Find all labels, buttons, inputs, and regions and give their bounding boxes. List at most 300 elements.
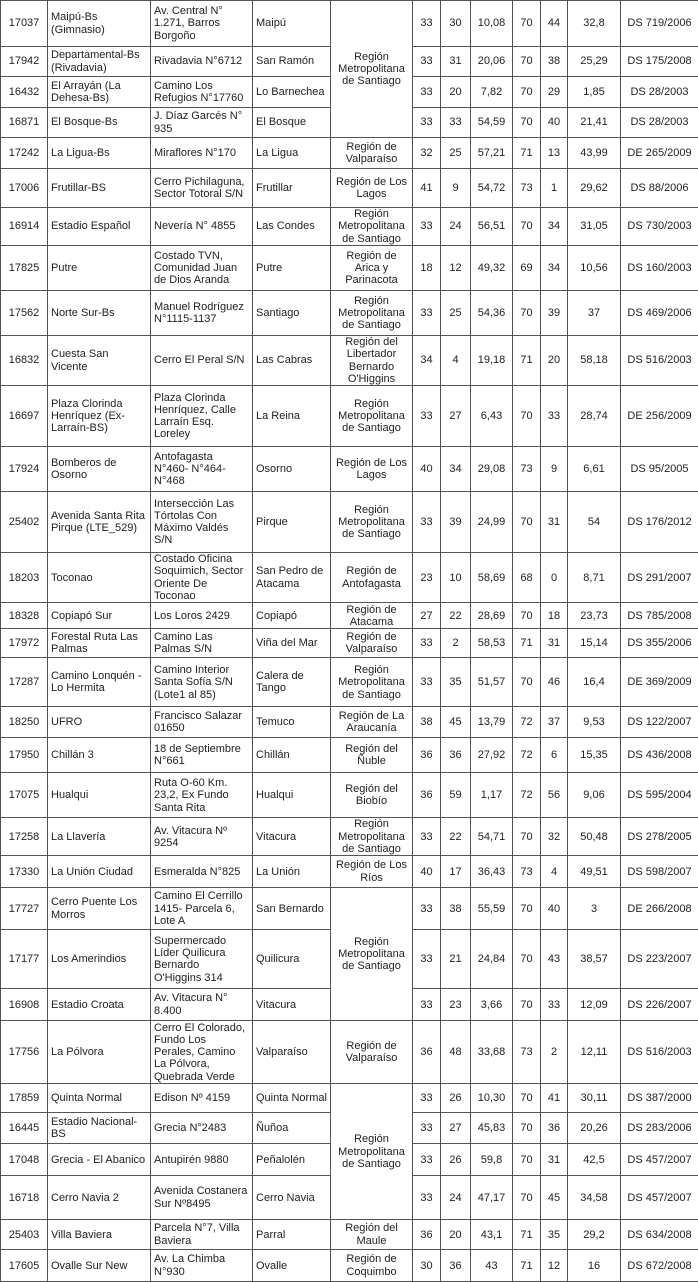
station-decree: DE 256/2009 <box>621 386 698 447</box>
table-row <box>1 856 698 888</box>
station-address: Plaza Clorinda Henríquez, Calle Larraín Esq. Loreley <box>151 386 253 447</box>
table-row <box>1 1021 698 1084</box>
value-5: 20 <box>541 336 568 386</box>
station-address: J. Díaz Garcés N° 935 <box>151 108 253 138</box>
station-comuna: Ovalle <box>253 1250 331 1282</box>
value-4: 70 <box>513 1084 541 1113</box>
station-region: Región de Valparaíso <box>331 629 413 658</box>
value-3: 33,68 <box>471 1021 513 1084</box>
value-2: 21 <box>441 930 471 989</box>
value-4: 73 <box>513 447 541 492</box>
station-name: Copiapó Sur <box>48 603 151 629</box>
value-3: 28,69 <box>471 603 513 629</box>
station-address: Edison Nº 4159 <box>151 1084 253 1113</box>
station-id: 16718 <box>1 1176 48 1220</box>
station-id: 16832 <box>1 336 48 386</box>
station-address: Av. La Chimba N°930 <box>151 1250 253 1282</box>
value-3: 51,57 <box>471 658 513 707</box>
value-2: 33 <box>441 108 471 138</box>
value-5: 35 <box>541 1220 568 1250</box>
station-region: Región de Los Lagos <box>331 169 413 208</box>
value-6: 9,06 <box>568 773 621 818</box>
value-5: 40 <box>541 108 568 138</box>
value-4: 71 <box>513 1220 541 1250</box>
value-4: 71 <box>513 336 541 386</box>
value-1: 33 <box>413 1084 441 1113</box>
value-5: 32 <box>541 818 568 856</box>
station-decree: DS 634/2008 <box>621 1220 698 1250</box>
station-comuna: Quinta Normal <box>253 1084 331 1113</box>
station-id: 17727 <box>1 888 48 930</box>
value-4: 72 <box>513 707 541 738</box>
station-decree: DS 469/2006 <box>621 291 698 336</box>
table-row <box>1 818 698 856</box>
station-address: Camino El Cerrillo 1415- Parcela 6, Lote A <box>151 888 253 930</box>
value-2: 26 <box>441 1144 471 1176</box>
value-5: 31 <box>541 629 568 658</box>
table-row <box>1 246 698 291</box>
value-6: 15,14 <box>568 629 621 658</box>
station-id: 17048 <box>1 1144 48 1176</box>
station-comuna: Frutillar <box>253 169 331 208</box>
station-address: Grecia N°2483 <box>151 1113 253 1144</box>
value-6: 6,61 <box>568 447 621 492</box>
value-4: 73 <box>513 169 541 208</box>
station-region: Región del Libertador Bernardo O'Higgins <box>331 336 413 386</box>
value-5: 38 <box>541 47 568 77</box>
station-decree: DS 160/2003 <box>621 246 698 291</box>
station-decree: DS 436/2008 <box>621 738 698 773</box>
station-id: 17825 <box>1 246 48 291</box>
station-comuna: Hualqui <box>253 773 331 818</box>
station-id: 17756 <box>1 1021 48 1084</box>
station-id: 17859 <box>1 1084 48 1113</box>
value-5: 41 <box>541 1084 568 1113</box>
value-4: 71 <box>513 1250 541 1282</box>
value-1: 33 <box>413 77 441 108</box>
station-region: Región Metropolitana de Santiago <box>331 888 413 1021</box>
value-1: 32 <box>413 138 441 169</box>
value-1: 33 <box>413 386 441 447</box>
value-3: 43 <box>471 1250 513 1282</box>
station-comuna: Calera de Tango <box>253 658 331 707</box>
table-row <box>1 1084 698 1113</box>
value-2: 30 <box>441 1 471 47</box>
value-5: 46 <box>541 658 568 707</box>
value-2: 31 <box>441 47 471 77</box>
value-2: 22 <box>441 603 471 629</box>
value-3: 54,36 <box>471 291 513 336</box>
station-decree: DE 369/2009 <box>621 658 698 707</box>
value-5: 34 <box>541 246 568 291</box>
value-1: 34 <box>413 336 441 386</box>
station-address: Avenida Costanera Sur Nº8495 <box>151 1176 253 1220</box>
station-address: Cerro Pichilaguna, Sector Totoral S/N <box>151 169 253 208</box>
station-name: Estadio Español <box>48 208 151 246</box>
value-1: 33 <box>413 492 441 553</box>
value-6: 29,2 <box>568 1220 621 1250</box>
station-comuna: El Bosque <box>253 108 331 138</box>
station-region: Región de Los Ríos <box>331 856 413 888</box>
station-address: 18 de Septiembre N°661 <box>151 738 253 773</box>
station-region: Región Metropolitana de Santiago <box>331 291 413 336</box>
value-4: 71 <box>513 138 541 169</box>
station-name: Estadio Nacional-BS <box>48 1113 151 1144</box>
station-decree: DS 785/2008 <box>621 603 698 629</box>
station-comuna: San Bernardo <box>253 888 331 930</box>
station-id: 17075 <box>1 773 48 818</box>
value-6: 29,62 <box>568 169 621 208</box>
station-address: Francisco Salazar 01650 <box>151 707 253 738</box>
value-3: 24,99 <box>471 492 513 553</box>
value-6: 20,26 <box>568 1113 621 1144</box>
station-region: Región del Maule <box>331 1220 413 1250</box>
value-4: 70 <box>513 47 541 77</box>
station-region: Región de Arica y Parinacota <box>331 246 413 291</box>
station-id: 18328 <box>1 603 48 629</box>
station-address: Antofagasta N°460- N°464- N°468 <box>151 447 253 492</box>
value-1: 33 <box>413 930 441 989</box>
station-address: Costado TVN, Comunidad Juan de Dios Aranda <box>151 246 253 291</box>
value-6: 9,53 <box>568 707 621 738</box>
value-3: 55,59 <box>471 888 513 930</box>
station-id: 17605 <box>1 1250 48 1282</box>
station-comuna: Maipú <box>253 1 331 47</box>
value-5: 29 <box>541 77 568 108</box>
station-address: Parcela N°7, Villa Baviera <box>151 1220 253 1250</box>
table-row <box>1 707 698 738</box>
station-name: Forestal Ruta Las Palmas <box>48 629 151 658</box>
station-address: Rivadavia N°6712 <box>151 47 253 77</box>
value-6: 10,56 <box>568 246 621 291</box>
value-6: 31,05 <box>568 208 621 246</box>
station-decree: DS 278/2005 <box>621 818 698 856</box>
station-region: Región Metropolitana de Santiago <box>331 492 413 553</box>
value-1: 18 <box>413 246 441 291</box>
value-5: 18 <box>541 603 568 629</box>
value-3: 27,92 <box>471 738 513 773</box>
value-5: 31 <box>541 492 568 553</box>
value-3: 58,69 <box>471 553 513 603</box>
value-1: 33 <box>413 888 441 930</box>
table-row <box>1 336 698 386</box>
value-2: 39 <box>441 492 471 553</box>
station-name: Villa Baviera <box>48 1220 151 1250</box>
station-name: Quinta Normal <box>48 1084 151 1113</box>
value-6: 12,09 <box>568 989 621 1021</box>
station-name: Grecia - El Abanico <box>48 1144 151 1176</box>
station-address: Av. Vitacura Nº 9254 <box>151 818 253 856</box>
station-comuna: La Unión <box>253 856 331 888</box>
value-1: 23 <box>413 553 441 603</box>
station-comuna: Santiago <box>253 291 331 336</box>
value-6: 16 <box>568 1250 621 1282</box>
station-address: Av. Central N° 1.271, Barros Borgoño <box>151 1 253 47</box>
station-id: 17942 <box>1 47 48 77</box>
value-2: 2 <box>441 629 471 658</box>
value-1: 40 <box>413 856 441 888</box>
station-address: Costado Oficina Soquimich, Sector Oriente De Toconao <box>151 553 253 603</box>
value-1: 33 <box>413 658 441 707</box>
value-2: 25 <box>441 138 471 169</box>
station-decree: DS 291/2007 <box>621 553 698 603</box>
value-4: 72 <box>513 773 541 818</box>
value-3: 10,30 <box>471 1084 513 1113</box>
value-5: 56 <box>541 773 568 818</box>
value-1: 33 <box>413 1113 441 1144</box>
value-5: 45 <box>541 1176 568 1220</box>
station-comuna: Las Cabras <box>253 336 331 386</box>
value-3: 19,18 <box>471 336 513 386</box>
station-id: 17006 <box>1 169 48 208</box>
value-3: 3,66 <box>471 989 513 1021</box>
station-comuna: Lo Barnechea <box>253 77 331 108</box>
value-6: 49,51 <box>568 856 621 888</box>
table-row <box>1 1250 698 1282</box>
value-1: 33 <box>413 818 441 856</box>
station-address: Antupirén 9880 <box>151 1144 253 1176</box>
station-comuna: Viña del Mar <box>253 629 331 658</box>
value-3: 6,43 <box>471 386 513 447</box>
station-decree: DS 516/2003 <box>621 1021 698 1084</box>
station-decree: DS 730/2003 <box>621 208 698 246</box>
station-name: Ovalle Sur New <box>48 1250 151 1282</box>
value-2: 45 <box>441 707 471 738</box>
value-4: 70 <box>513 492 541 553</box>
station-decree: DS 719/2006 <box>621 1 698 47</box>
value-4: 70 <box>513 291 541 336</box>
station-id: 17037 <box>1 1 48 47</box>
station-region: Región Metropolitana de Santiago <box>331 1 413 138</box>
value-6: 21,41 <box>568 108 621 138</box>
value-5: 37 <box>541 707 568 738</box>
station-decree: DS 595/2004 <box>621 773 698 818</box>
value-2: 26 <box>441 1084 471 1113</box>
value-5: 4 <box>541 856 568 888</box>
station-comuna: Chillán <box>253 738 331 773</box>
station-name: La Unión Ciudad <box>48 856 151 888</box>
station-decree: DS 122/2007 <box>621 707 698 738</box>
station-comuna: Las Condes <box>253 208 331 246</box>
value-4: 71 <box>513 629 541 658</box>
table-row <box>1 1220 698 1250</box>
station-decree: DS 28/2003 <box>621 77 698 108</box>
station-id: 16871 <box>1 108 48 138</box>
station-decree: DS 457/2007 <box>621 1144 698 1176</box>
value-1: 36 <box>413 1220 441 1250</box>
value-2: 36 <box>441 738 471 773</box>
value-4: 70 <box>513 1176 541 1220</box>
station-comuna: Valparaíso <box>253 1021 331 1084</box>
station-address: Esmeralda N°825 <box>151 856 253 888</box>
station-address: Camino Las Palmas S/N <box>151 629 253 658</box>
value-4: 72 <box>513 738 541 773</box>
value-6: 50,48 <box>568 818 621 856</box>
station-region: Región Metropolitana de Santiago <box>331 1084 413 1220</box>
station-region: Región de Atacama <box>331 603 413 629</box>
station-name: Avenida Santa Rita Pirque (LTE_529) <box>48 492 151 553</box>
station-name: La Pólvora <box>48 1021 151 1084</box>
value-6: 16,4 <box>568 658 621 707</box>
value-6: 34,58 <box>568 1176 621 1220</box>
value-1: 33 <box>413 291 441 336</box>
value-3: 57,21 <box>471 138 513 169</box>
station-name: La Llavería <box>48 818 151 856</box>
station-region: Región de Los Lagos <box>331 447 413 492</box>
value-5: 44 <box>541 1 568 47</box>
value-5: 2 <box>541 1021 568 1084</box>
station-id: 18250 <box>1 707 48 738</box>
station-region: Región de Valparaíso <box>331 138 413 169</box>
value-4: 70 <box>513 603 541 629</box>
table-row <box>1 138 698 169</box>
station-id: 17177 <box>1 930 48 989</box>
value-4: 70 <box>513 658 541 707</box>
station-address: Nevería N° 4855 <box>151 208 253 246</box>
station-name: El Bosque-Bs <box>48 108 151 138</box>
station-region: Región Metropolitana de Santiago <box>331 208 413 246</box>
value-4: 70 <box>513 77 541 108</box>
station-id: 16914 <box>1 208 48 246</box>
station-region: Región Metropolitana de Santiago <box>331 386 413 447</box>
station-comuna: Temuco <box>253 707 331 738</box>
value-1: 33 <box>413 629 441 658</box>
value-4: 68 <box>513 553 541 603</box>
value-5: 39 <box>541 291 568 336</box>
value-6: 43,99 <box>568 138 621 169</box>
station-decree: DS 283/2006 <box>621 1113 698 1144</box>
value-4: 70 <box>513 1 541 47</box>
station-name: Norte Sur-Bs <box>48 291 151 336</box>
station-name: La Ligua-Bs <box>48 138 151 169</box>
station-decree: DS 672/2008 <box>621 1250 698 1282</box>
station-comuna: Parral <box>253 1220 331 1250</box>
value-3: 36,43 <box>471 856 513 888</box>
station-name: Putre <box>48 246 151 291</box>
value-2: 48 <box>441 1021 471 1084</box>
value-4: 70 <box>513 888 541 930</box>
station-name: Los Amerindios <box>48 930 151 989</box>
value-5: 33 <box>541 989 568 1021</box>
value-1: 36 <box>413 1021 441 1084</box>
value-3: 10,08 <box>471 1 513 47</box>
value-5: 34 <box>541 208 568 246</box>
value-1: 36 <box>413 773 441 818</box>
station-id: 17950 <box>1 738 48 773</box>
value-4: 70 <box>513 208 541 246</box>
table-row <box>1 603 698 629</box>
station-decree: DS 176/2012 <box>621 492 698 553</box>
value-3: 24,84 <box>471 930 513 989</box>
value-5: 33 <box>541 386 568 447</box>
station-decree: DE 266/2008 <box>621 888 698 930</box>
station-address: Los Loros 2429 <box>151 603 253 629</box>
value-2: 27 <box>441 386 471 447</box>
value-6: 32,8 <box>568 1 621 47</box>
value-2: 23 <box>441 989 471 1021</box>
value-4: 70 <box>513 818 541 856</box>
value-5: 40 <box>541 888 568 930</box>
station-decree: DS 516/2003 <box>621 336 698 386</box>
value-2: 17 <box>441 856 471 888</box>
value-3: 54,72 <box>471 169 513 208</box>
station-address: Manuel Rodríguez N°1115-1137 <box>151 291 253 336</box>
value-2: 25 <box>441 291 471 336</box>
value-3: 54,59 <box>471 108 513 138</box>
value-5: 13 <box>541 138 568 169</box>
value-3: 20,06 <box>471 47 513 77</box>
value-1: 33 <box>413 1 441 47</box>
station-comuna: San Pedro de Atacama <box>253 553 331 603</box>
station-id: 16908 <box>1 989 48 1021</box>
value-6: 1,85 <box>568 77 621 108</box>
table-row <box>1 1 698 47</box>
station-id: 16432 <box>1 77 48 108</box>
station-decree: DS 226/2007 <box>621 989 698 1021</box>
station-name: Camino Lonquén - Lo Hermita <box>48 658 151 707</box>
value-6: 38,57 <box>568 930 621 989</box>
station-region: Región Metropolitana de Santiago <box>331 658 413 707</box>
value-2: 22 <box>441 818 471 856</box>
value-1: 33 <box>413 989 441 1021</box>
station-name: Estadio Croata <box>48 989 151 1021</box>
table-row <box>1 492 698 553</box>
value-2: 10 <box>441 553 471 603</box>
value-5: 6 <box>541 738 568 773</box>
value-4: 73 <box>513 856 541 888</box>
value-5: 36 <box>541 1113 568 1144</box>
value-2: 24 <box>441 208 471 246</box>
station-region: Región del Ñuble <box>331 738 413 773</box>
table-row <box>1 291 698 336</box>
value-6: 28,74 <box>568 386 621 447</box>
station-decree: DS 88/2006 <box>621 169 698 208</box>
station-address: Cerro El Peral S/N <box>151 336 253 386</box>
station-decree: DS 28/2003 <box>621 108 698 138</box>
value-4: 70 <box>513 930 541 989</box>
station-id: 17562 <box>1 291 48 336</box>
station-comuna: Cerro Navia <box>253 1176 331 1220</box>
station-decree: DS 598/2007 <box>621 856 698 888</box>
value-2: 38 <box>441 888 471 930</box>
value-5: 12 <box>541 1250 568 1282</box>
value-6: 30,11 <box>568 1084 621 1113</box>
station-name: Departamental-Bs (Rivadavia) <box>48 47 151 77</box>
value-6: 42,5 <box>568 1144 621 1176</box>
table-row <box>1 553 698 603</box>
value-2: 36 <box>441 1250 471 1282</box>
station-address: Av. Vitacura N° 8.400 <box>151 989 253 1021</box>
station-address: Camino Los Refugios N°17760 <box>151 77 253 108</box>
value-3: 56,51 <box>471 208 513 246</box>
value-4: 70 <box>513 108 541 138</box>
table-row <box>1 658 698 707</box>
station-address: Ruta O-60 Km. 23,2, Ex Fundo Santa Rita <box>151 773 253 818</box>
value-3: 1,17 <box>471 773 513 818</box>
table-row <box>1 738 698 773</box>
value-1: 33 <box>413 208 441 246</box>
station-comuna: Ñuñoa <box>253 1113 331 1144</box>
value-3: 58,53 <box>471 629 513 658</box>
station-name: Bomberos de Osorno <box>48 447 151 492</box>
station-name: Maipú-Bs (Gimnasio) <box>48 1 151 47</box>
station-region: Región de Valparaíso <box>331 1021 413 1084</box>
value-2: 59 <box>441 773 471 818</box>
table-row <box>1 447 698 492</box>
value-3: 29,08 <box>471 447 513 492</box>
station-decree: DS 355/2006 <box>621 629 698 658</box>
station-address: Miraflores N°170 <box>151 138 253 169</box>
